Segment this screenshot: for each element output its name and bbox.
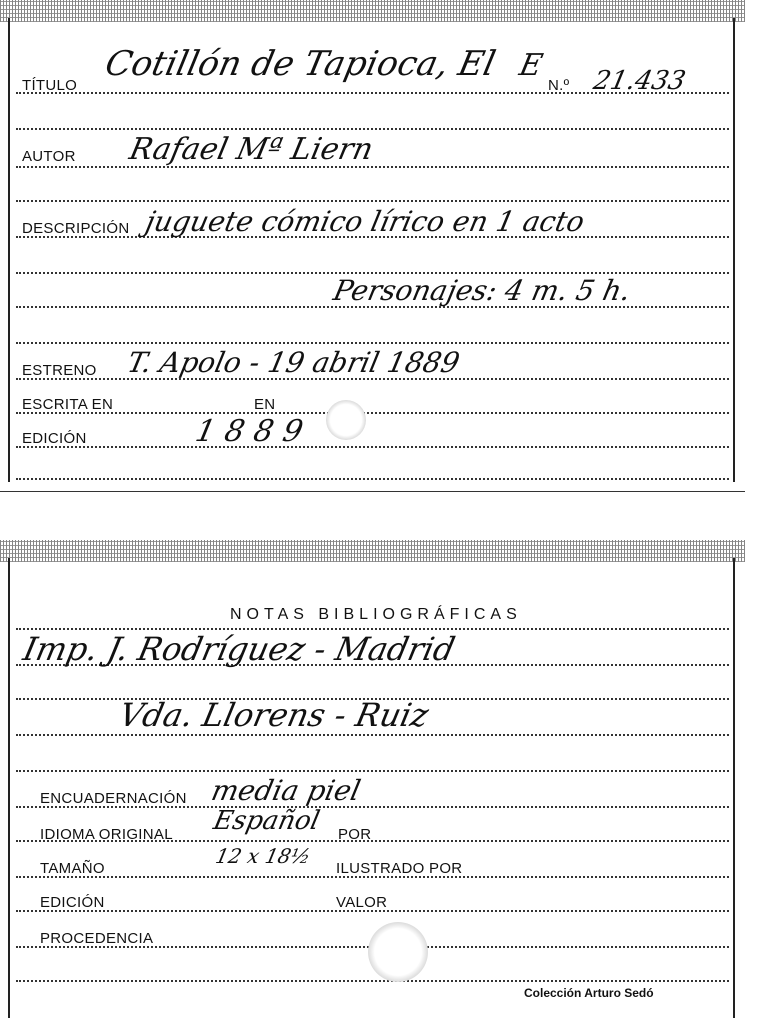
ruled-line <box>16 446 729 448</box>
collection-credit: Colección Arturo Sedó <box>524 986 654 1000</box>
catalog-card-back <box>0 540 745 1028</box>
notas-bibliograficas-heading: NOTAS BIBLIOGRÁFICAS <box>230 606 522 623</box>
card-left-edge <box>8 18 10 482</box>
descripcion-value: juguete cómico lírico en 1 acto <box>142 205 588 238</box>
numero-letter: E <box>516 48 546 83</box>
card-bottom-edge <box>0 491 745 492</box>
ruled-line <box>16 342 729 344</box>
ink-blot <box>368 922 428 982</box>
ruled-line <box>16 980 729 982</box>
por-label: POR <box>338 826 372 843</box>
card-left-edge <box>8 558 10 1018</box>
estreno-label: ESTRENO <box>22 362 97 379</box>
scan-noise-band <box>0 0 745 22</box>
notes-line-1: Imp. J. Rodríguez - Madrid <box>19 630 459 668</box>
descripcion-label: DESCRIPCIÓN <box>22 220 130 237</box>
estreno-value: T. Apolo - 19 abril 1889 <box>124 346 463 379</box>
numero-value: 21.433 <box>590 66 689 96</box>
edicion-value: 1889 <box>192 414 317 449</box>
edicion-label: EDICIÓN <box>22 430 87 447</box>
escrita-en-second-label: EN <box>254 396 276 413</box>
ilustrado-por-label: ILUSTRADO POR <box>336 860 463 877</box>
ink-blot <box>326 400 366 440</box>
escrita-en-label: ESCRITA EN <box>22 396 114 413</box>
encuadernacion-value: media piel <box>208 774 364 807</box>
titulo-label: TÍTULO <box>22 77 78 94</box>
tamano-label: TAMAÑO <box>40 860 105 877</box>
numero-label: N.º <box>548 77 570 94</box>
ruled-line <box>16 166 729 168</box>
ruled-line <box>16 734 729 736</box>
autor-label: AUTOR <box>22 148 76 165</box>
ruled-line <box>16 200 729 202</box>
card-right-edge <box>733 18 735 482</box>
encuadernacion-label: ENCUADERNACIÓN <box>40 790 187 807</box>
titulo-value: Cotillón de Tapioca, El <box>101 44 499 84</box>
autor-value: Rafael Mª Liern <box>126 132 377 167</box>
tamano-value: 12 x 18½ <box>213 844 313 868</box>
catalog-card-front <box>0 0 745 492</box>
ruled-line <box>16 128 729 130</box>
ruled-line <box>16 412 729 414</box>
ruled-line <box>16 770 729 772</box>
card-right-edge <box>733 558 735 1018</box>
scan-noise-band <box>0 540 745 562</box>
edicion-label-back: EDICIÓN <box>40 894 105 911</box>
idioma-original-label: IDIOMA ORIGINAL <box>40 826 173 843</box>
ruled-line <box>16 478 729 480</box>
idioma-value: Español <box>210 806 323 836</box>
procedencia-label: PROCEDENCIA <box>40 930 154 947</box>
notes-line-2: Vda. Llorens - Ruiz <box>115 696 433 734</box>
descripcion-value-2: Personajes: 4 m. 5 h. <box>330 274 634 307</box>
valor-label: VALOR <box>336 894 388 911</box>
